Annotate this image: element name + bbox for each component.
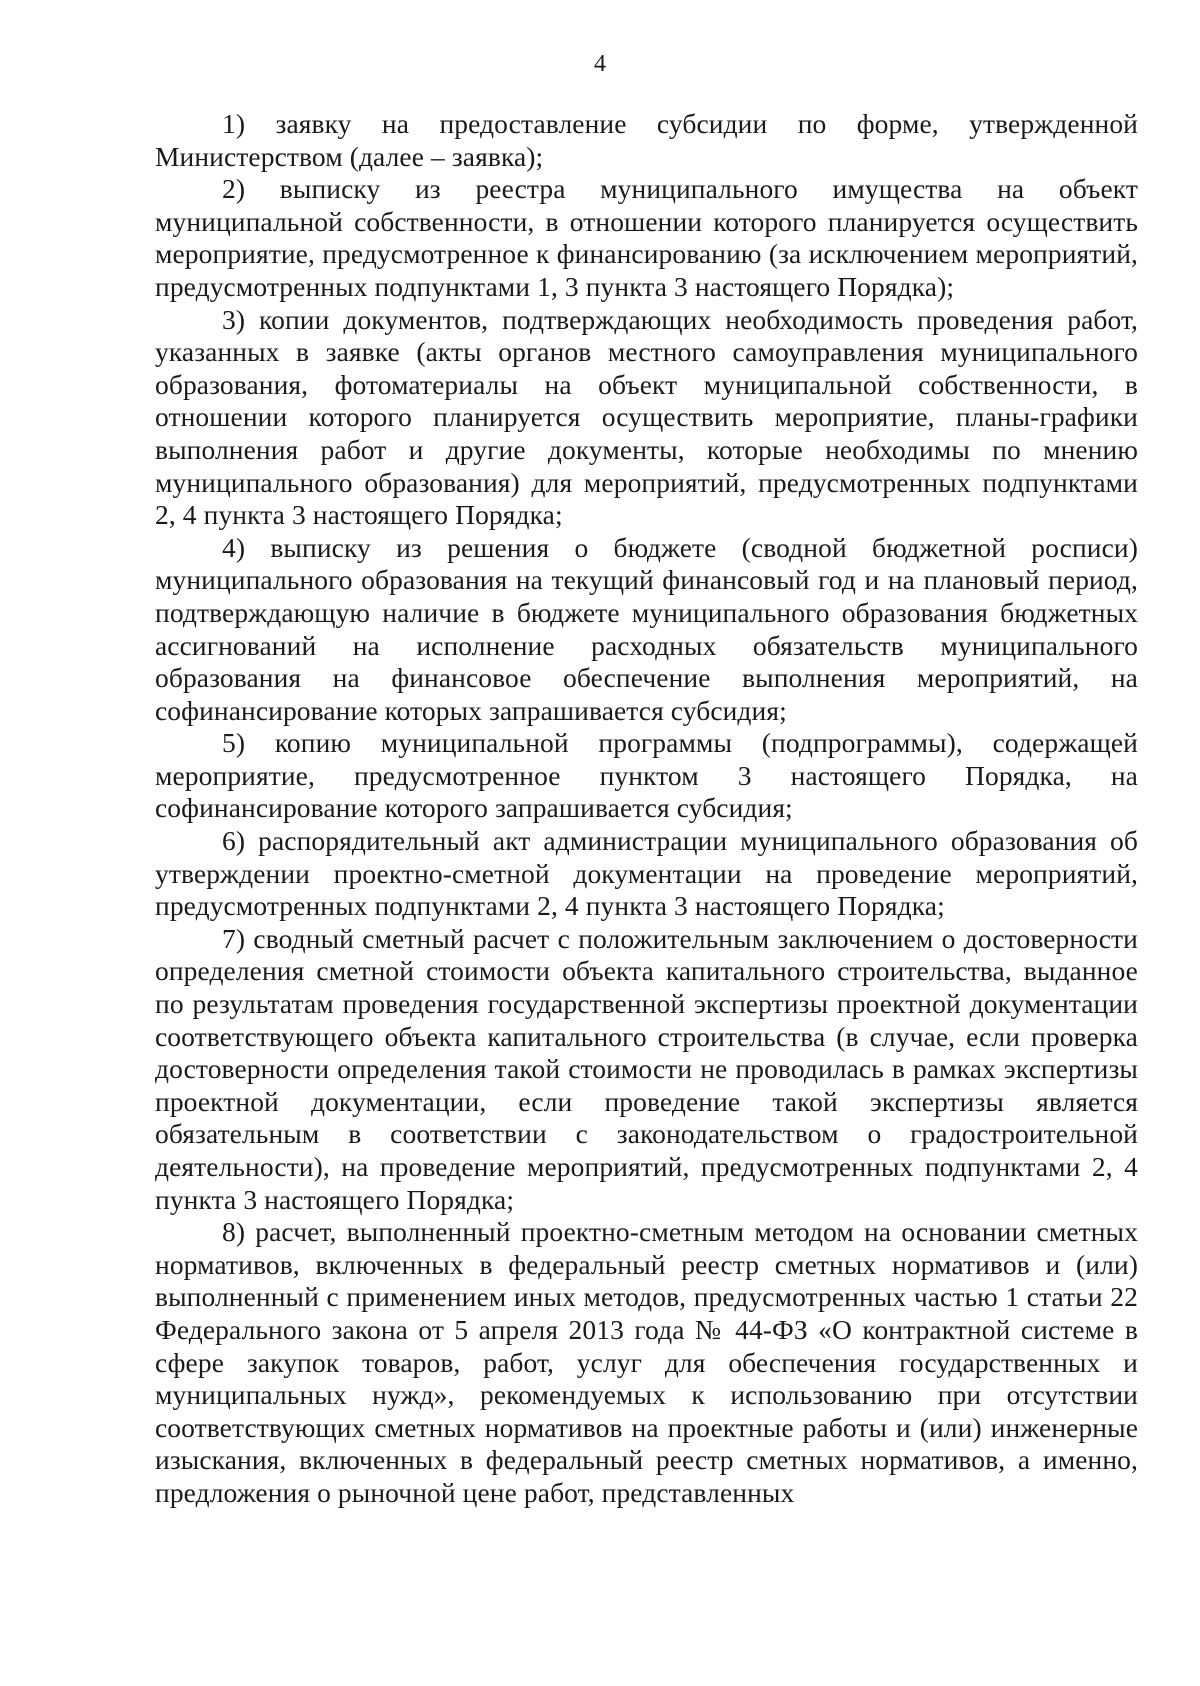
list-item-7: 7) сводный сметный расчет с положительным заключением о достоверности определения сметной стоимости объекта капитального строительства, выданное по результатам проведения государственной экспертизы проектной документации соответствующего объекта капитального строительства (в случае, если проверка достоверности определения такой стоимости не проводилась в рамках экспертизы проектной документации, если проведение такой экспертизы является обязательным в соответствии с законодательством о градостроительной деятельности), на проведение мероприятий, предусмотренных подпунктами 2, 4 пункта 3 настоящего Порядка; bbox=[155, 922, 1138, 1215]
list-item-2: 2) выписку из реестра муниципального имущества на объект муниципальной собственности, в отношении которого планируется осуществить мероприятие, предусмотренное к финансированию (за исключением мероприятий, предусмотренных подпунктами 1, 3 пункта 3 настоящего Порядка); bbox=[155, 173, 1138, 302]
page-number: 4 bbox=[594, 51, 606, 77]
document-body bbox=[155, 108, 1138, 1510]
list-item-6: 6) распорядительный акт администрации муниципального образования об утверждении проектно-сметной документации на проведение мероприятий, предусмотренных подпунктами 2, 4 пункта 3 настоящего Порядка; bbox=[155, 825, 1138, 922]
list-item-3: 3) копии документов, подтверждающих необходимость проведения работ, указанных в заявке (акты органов местного самоуправления муниципального образования, фотоматериалы на объект муниципальной собственности, в отношении которого планируется осуществить мероприятие, планы-графики выполнения работ и другие документы, которые необходимы по мнению муниципального образования) для мероприятий, предусмотренных подпунктами 2, 4 пункта 3 настоящего Порядка; bbox=[155, 303, 1138, 531]
list-item-1: 1) заявку на предоставление субсидии по форме, утвержденной Министерством (далее – заявка); bbox=[155, 108, 1138, 172]
list-item-5: 5) копию муниципальной программы (подпрограммы), содержащей мероприятие, предусмотренное пунктом 3 настоящего Порядка, на софинансирование которого запрашивается субсидия; bbox=[155, 727, 1138, 824]
list-item-8: 8) расчет, выполненный проектно-сметным методом на основании сметных нормативов, включенных в федеральный реестр сметных нормативов и (или) выполненный с применением иных методов, предусмотренных частью 1 статьи 22 Федерального закона от 5 апреля 2013 года № 44-ФЗ «О контрактной системе в сфере закупок товаров, работ, услуг для обеспечения государственных и муниципальных нужд», рекомендуемых к использованию при отсутствии соответствующих сметных нормативов на проектные работы и (или) инженерные изыскания, включенных в федеральный реестр сметных нормативов, а именно, предложения о рыночной цене работ, представленных bbox=[155, 1216, 1138, 1508]
list-item-4: 4) выписку из решения о бюджете (сводной бюджетной росписи) муниципального образования на текущий финансовый год и на плановый период, подтверждающую наличие в бюджете муниципального образования бюджетных ассигнований на исполнение расходных обязательств муниципального образования на финансовое обеспечение выполнения мероприятий, на софинансирование которых запрашивается субсидия; bbox=[155, 531, 1138, 726]
